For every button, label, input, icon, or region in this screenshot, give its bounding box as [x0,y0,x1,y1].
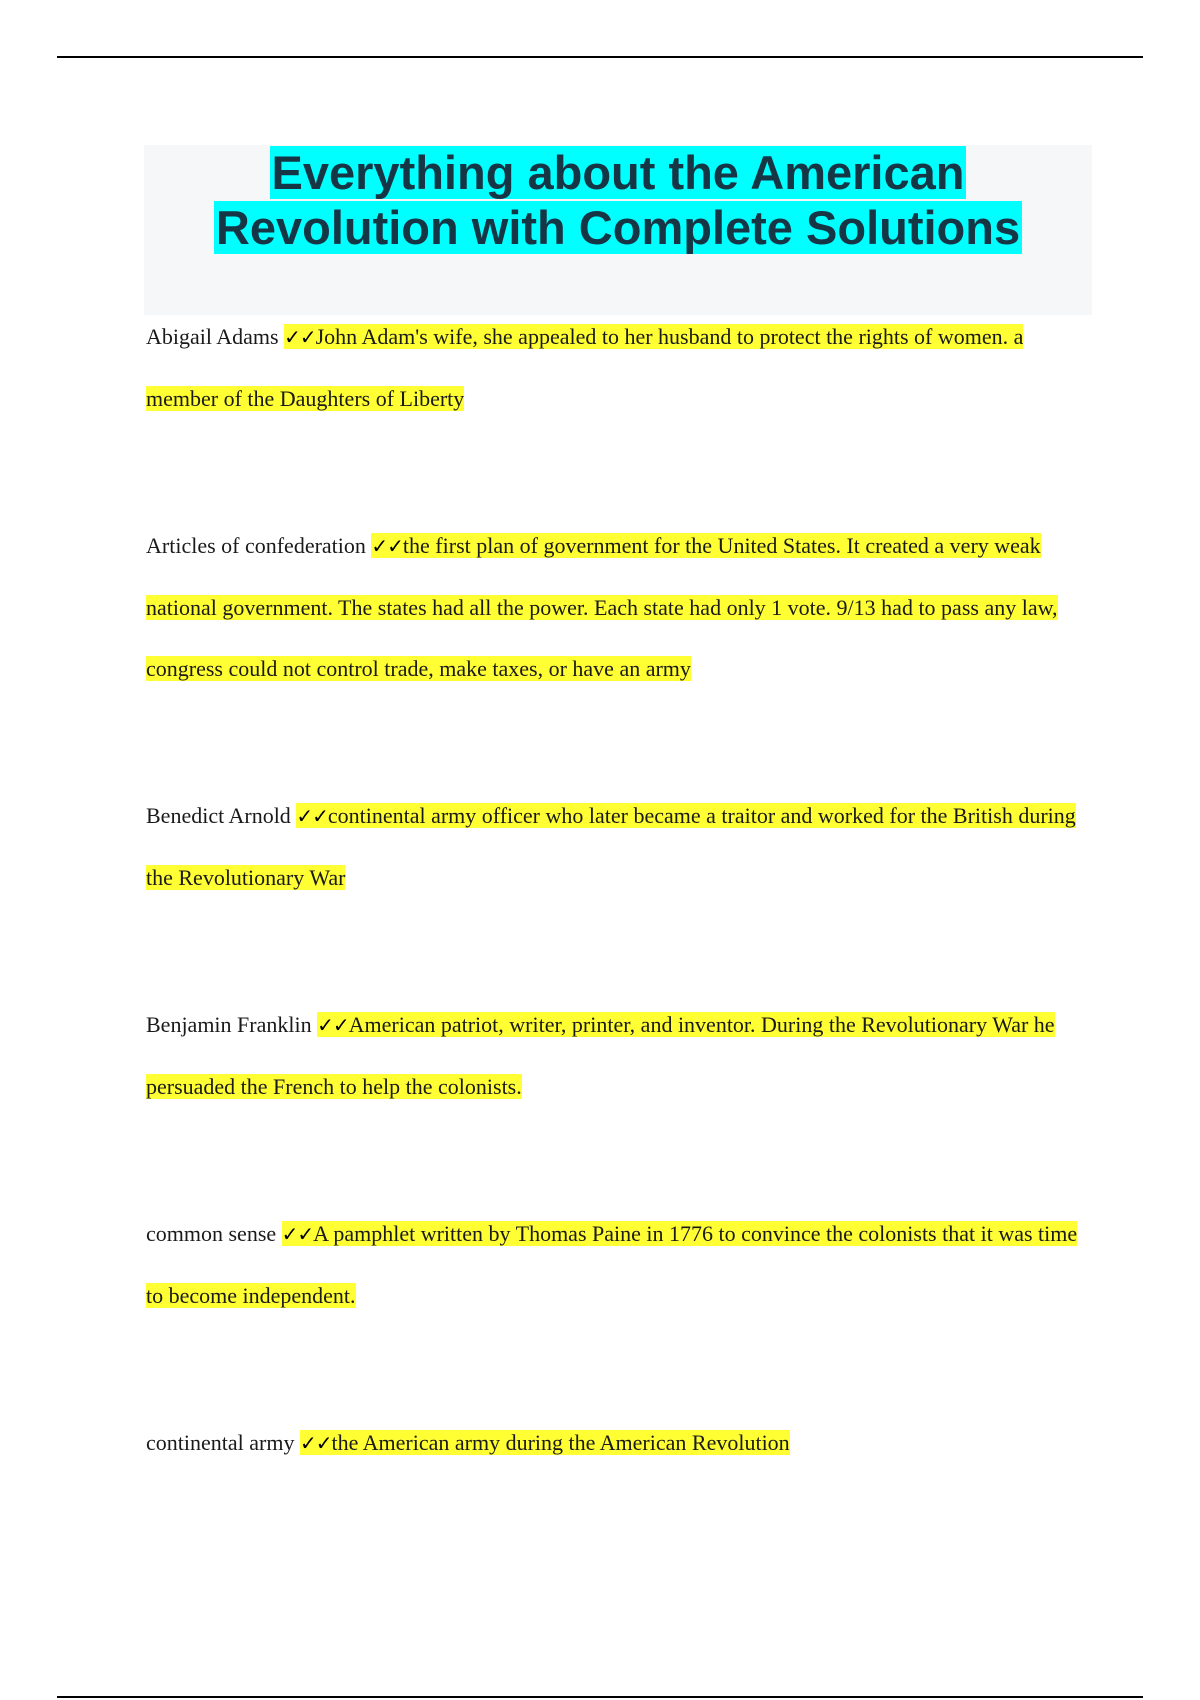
double-check-icon: ✓✓ [299,1431,332,1455]
entry-definition [300,1430,790,1455]
entry-definition-text: John Adam's wife, she appealed to her husband to protect the rights of women. a member of the Daughters of Liberty [146,324,1024,411]
footer-rule [57,1696,1143,1698]
entry-definition [146,1221,1077,1308]
entry-common-sense [146,1203,1096,1326]
title-block [144,145,1092,315]
title-line-1: Everything about the American [271,146,965,199]
double-check-icon: ✓✓ [281,1222,314,1246]
entry-term: Benjamin Franklin [146,1012,312,1037]
flashcard-list [146,306,1096,1474]
entry-term: Benedict Arnold [146,803,291,828]
entry-abigail-adams [146,306,1096,429]
entry-term: Abigail Adams [146,324,279,349]
entry-definition-text: continental army officer who later became a traitor and worked for the British during the Revolutionary War [146,803,1076,890]
title-line-2: Revolution with Complete Solutions [215,201,1021,254]
entry-articles-of-confederation [146,515,1096,699]
entry-term: continental army [146,1430,295,1455]
entry-definition-text: A pamphlet written by Thomas Paine in 1776 to convince the colonists that it was time to become independent. [146,1221,1078,1308]
double-check-icon: ✓✓ [317,1013,349,1037]
entry-benedict-arnold [146,785,1096,908]
entry-continental-army [146,1412,1096,1474]
header-rule [57,56,1143,58]
entry-definition-text: the American army during the American Revolution [331,1430,790,1455]
double-check-icon: ✓✓ [371,534,403,558]
double-check-icon: ✓✓ [284,325,316,349]
entry-term: Articles of confederation [146,533,366,558]
entry-definition-text: the first plan of government for the United States. It created a very weak national government. The states had all the power. Each state had only 1 vote. 9/13 had to pass any law, congress could not control trade, make taxes, or have an army [146,533,1058,681]
entry-term: common sense [146,1221,277,1246]
entry-definition-text: American patriot, writer, printer, and inventor. During the Revolutionary War he persuaded the French to help the colonists. [146,1012,1055,1099]
entry-benjamin-franklin [146,994,1096,1117]
document-title [144,145,1092,255]
double-check-icon: ✓✓ [296,804,328,828]
